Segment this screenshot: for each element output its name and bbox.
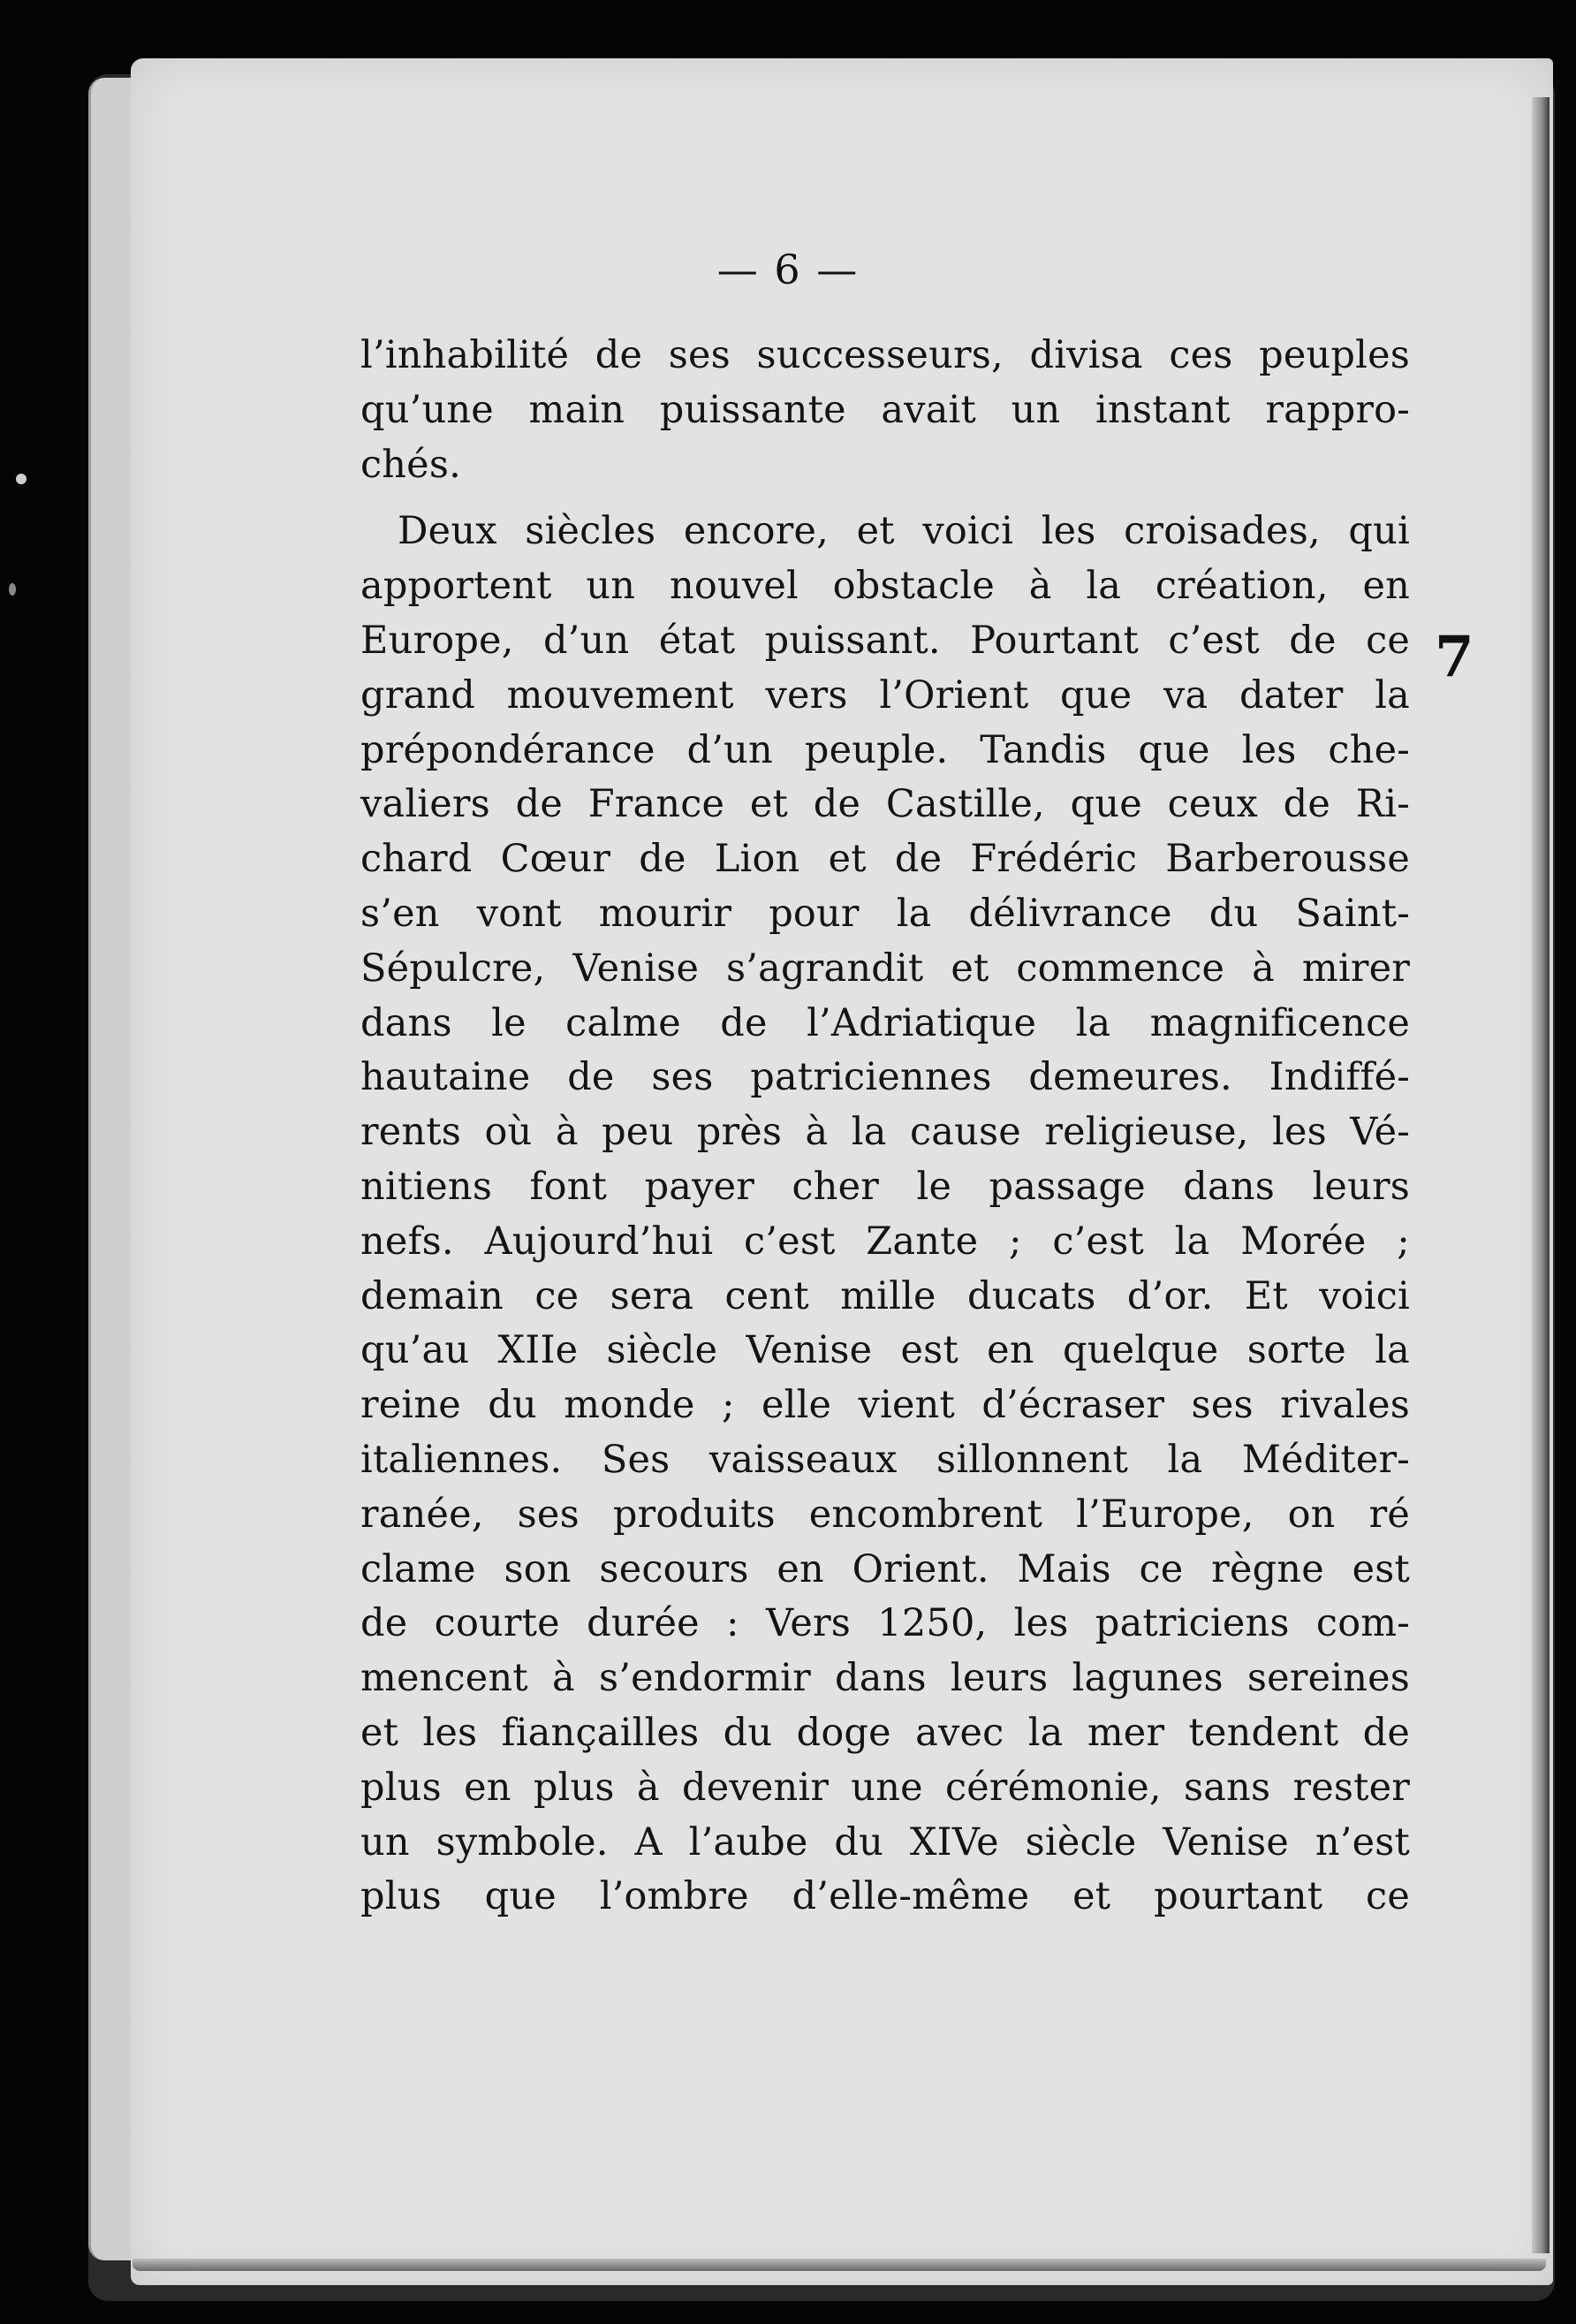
text-line: nefs. Aujourd’hui c’est Zante ; c’est la Morée ; <box>360 1219 1410 1264</box>
text-line: Deux siècles encore, et voici les croisades, qui <box>398 509 1410 554</box>
margin-annotation: 7 <box>1435 624 1474 690</box>
text-line: rents où à peu près à la cause religieuse, les Vé- <box>360 1110 1410 1155</box>
text-line: ranée, ses produits encombrent l’Europe, on ré <box>360 1492 1410 1537</box>
text-line: plus en plus à devenir une cérémonie, sans rester <box>360 1765 1410 1810</box>
text-line: Europe, d’un état puissant. Pourtant c’est de ce <box>360 618 1410 663</box>
text-line: un symbole. A l’aube du XIVe siècle Venise n’est <box>360 1819 1410 1865</box>
text-line: s’en vont mourir pour la délivrance du Saint- <box>360 891 1410 936</box>
text-line: apportent un nouvel obstacle à la création, en <box>360 564 1410 609</box>
page-right-edge <box>1532 97 1549 2253</box>
text-line: clame son secours en Orient. Mais ce règne est <box>360 1546 1410 1591</box>
text-line: dans le calme de l’Adriatique la magnificence <box>360 1000 1410 1045</box>
paragraph-gap <box>360 492 1410 505</box>
text-line: plus que l’ombre d’elle-même et pourtant ce <box>360 1874 1410 1919</box>
text-line: italiennes. Ses vaisseaux sillonnent la Méditer- <box>360 1437 1410 1482</box>
page-bottom-edge <box>133 2259 1546 2271</box>
text-line: chard Cœur de Lion et de Frédéric Barberousse <box>360 837 1410 882</box>
text-line: de courte durée : Vers 1250, les patriciens com- <box>360 1601 1410 1646</box>
text-line: grand mouvement vers l’Orient que va dater la <box>360 672 1410 718</box>
text-line: qu’une main puissante avait un instant rappro- <box>360 387 1410 432</box>
text-line: reine du monde ; elle vient d’écraser ses rivales <box>360 1383 1410 1428</box>
text-line: nitiens font payer cher le passage dans leurs <box>360 1164 1410 1209</box>
scan-speck <box>16 474 27 484</box>
page-number: — 6 — <box>716 246 860 293</box>
scan-speck <box>9 583 16 596</box>
text-line: Sépulcre, Venise s’agrandit et commence à mirer <box>360 946 1410 991</box>
text-line: prépondérance d’un peuple. Tandis que les che- <box>360 727 1410 772</box>
text-line: et les fiançailles du doge avec la mer tendent de <box>360 1710 1410 1755</box>
text-line: chés. <box>360 442 461 487</box>
text-line: valiers de France et de Castille, que ceux de Ri- <box>360 782 1410 827</box>
text-line: qu’au XIIe siècle Venise est en quelque sorte la <box>360 1328 1410 1373</box>
text-line: hautaine de ses patriciennes demeures. Indiffé- <box>360 1055 1410 1100</box>
text-line: demain ce sera cent mille ducats d’or. Et voici <box>360 1273 1410 1318</box>
body-text <box>360 329 1410 1925</box>
text-line: l’inhabilité de ses successeurs, divisa ces peuples <box>360 333 1410 377</box>
text-line: mencent à s’endormir dans leurs lagunes sereines <box>360 1656 1410 1701</box>
